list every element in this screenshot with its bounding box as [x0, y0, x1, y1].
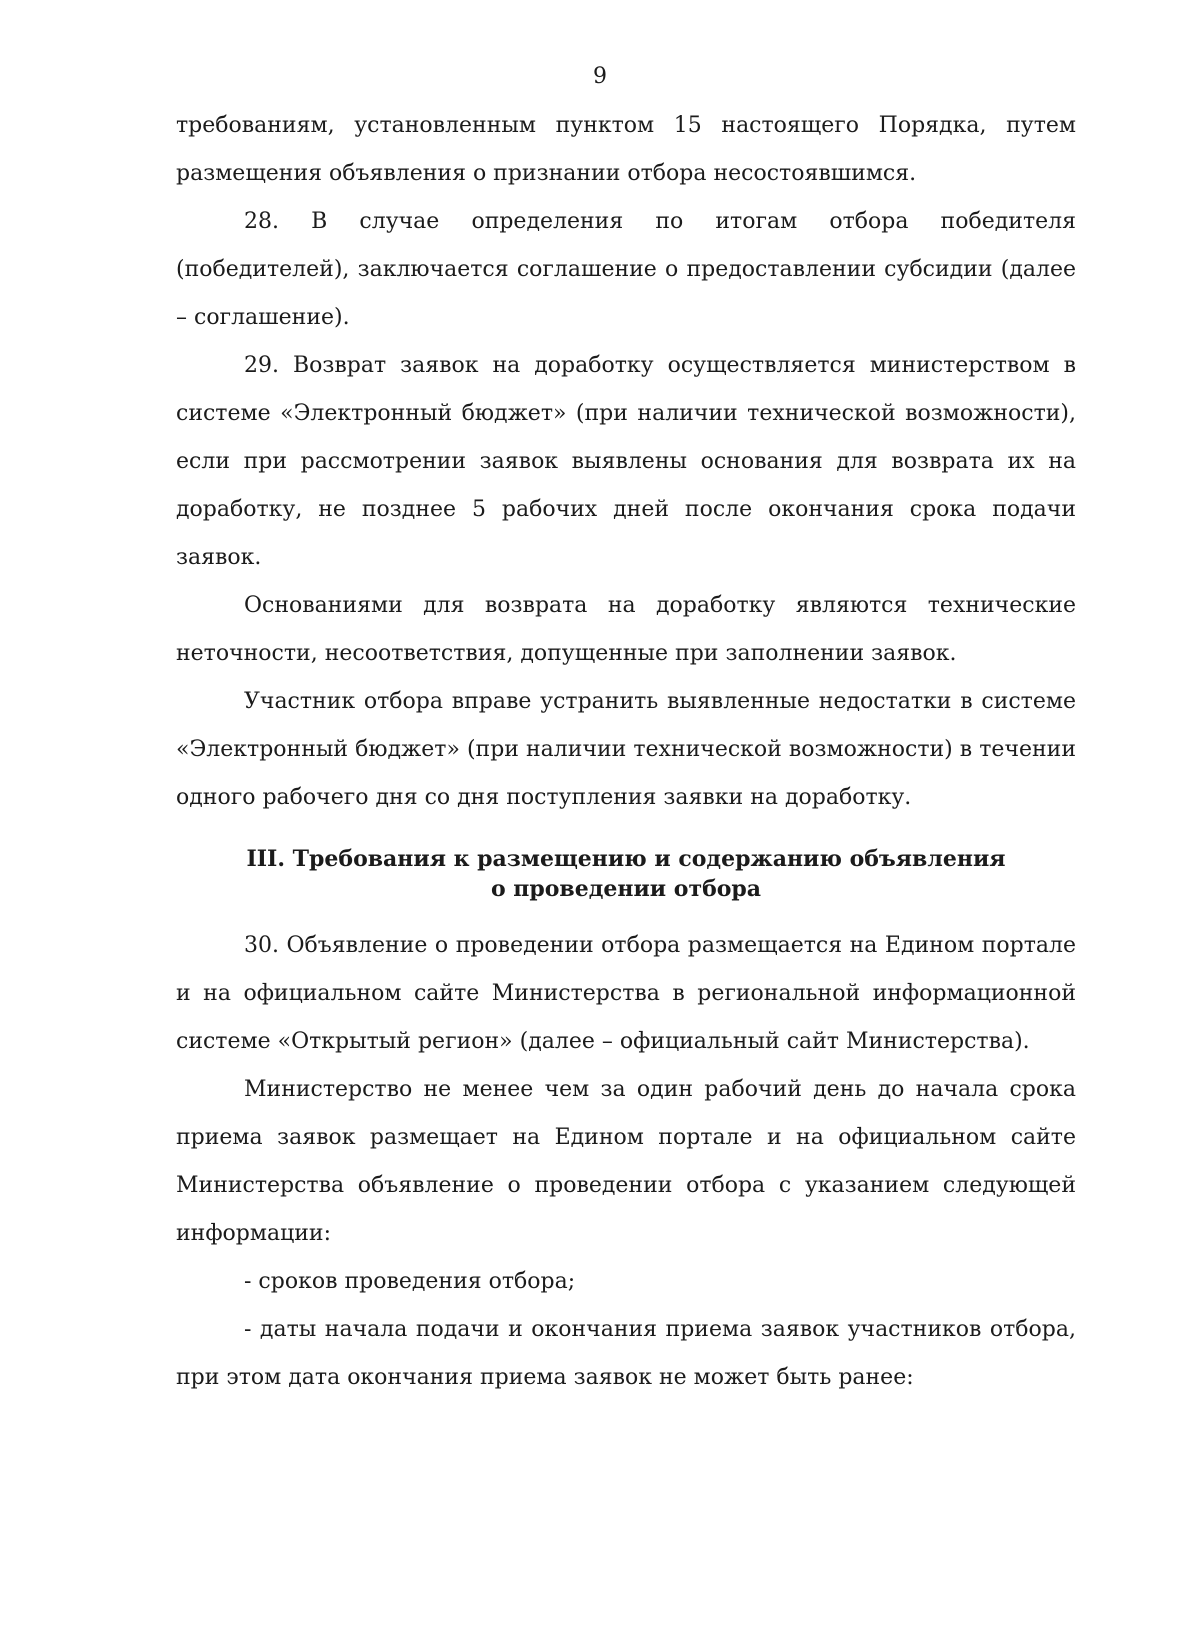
- section-heading-line-2: о проведении отбора: [490, 876, 762, 902]
- paragraph-item-29: 29. Возврат заявок на доработку осуществляется министерством в системе «Электронный бюджет» (при наличии технической возможности), если при рассмотрении заявок выявлены основания для возврата их на доработку, не позднее 5 рабочих дней после окончания срока подачи заявок.: [176, 353, 1076, 570]
- section-heading-line-1: III. Требования к размещению и содержанию объявления: [246, 846, 1006, 872]
- paragraph-item-30: 30. Объявление о проведении отбора размещается на Едином портале и на официальном сайте Министерства в региональной информационной системе «Открытый регион» (далее – официальный сайт Министерства).: [176, 933, 1076, 1054]
- section-heading: [176, 844, 1076, 904]
- paragraph-continuation: требованиям, установленным пунктом 15 настоящего Порядка, путем размещения объявления о признании отбора несостоявшимся.: [176, 113, 1076, 186]
- paragraph-participant-rights: Участник отбора вправе устранить выявленные недостатки в системе «Электронный бюджет» (при наличии технической возможности) в течении одного рабочего дня со дня поступления заявки на доработку.: [176, 689, 1076, 810]
- list-item-application-dates: - даты начала подачи и окончания приема заявок участников отбора, при этом дата окончания приема заявок не может быть ранее:: [176, 1317, 1076, 1390]
- document-body: [176, 102, 1076, 1402]
- list-item-selection-terms: - сроков проведения отбора;: [244, 1269, 576, 1294]
- paragraph-ministry-announcement: Министерство не менее чем за один рабочий день до начала срока приема заявок размещает на Едином портале и на официальном сайте Министерства объявление о проведении отбора с указанием следующей информации:: [176, 1077, 1076, 1246]
- paragraph-item-28: 28. В случае определения по итогам отбора победителя (победителей), заключается соглашение о предоставлении субсидии (далее – соглашение).: [176, 209, 1076, 330]
- page-number: 9: [593, 64, 607, 89]
- paragraph-return-grounds: Основаниями для возврата на доработку являются технические неточности, несоответствия, допущенные при заполнении заявок.: [176, 593, 1076, 666]
